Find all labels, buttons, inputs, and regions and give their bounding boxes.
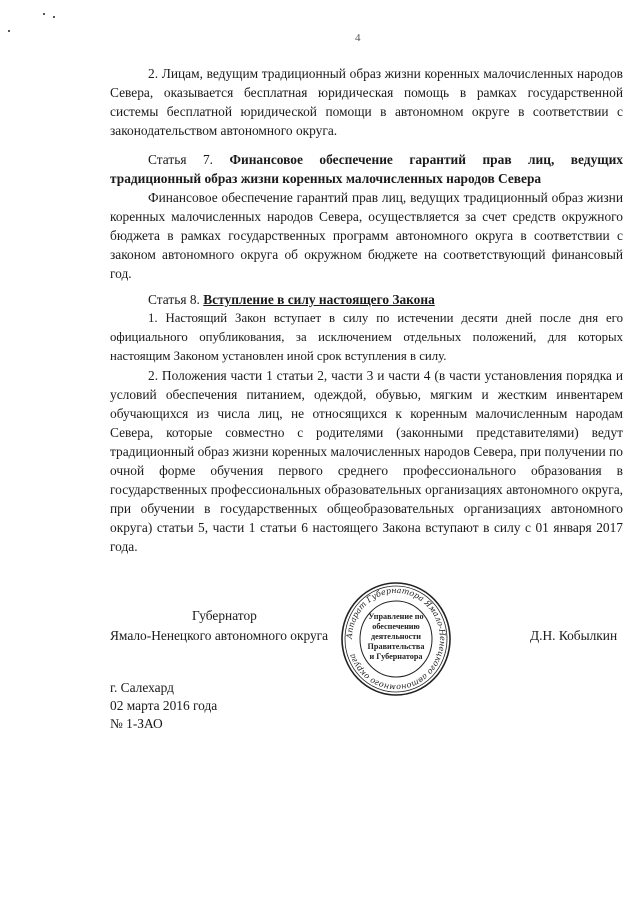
paragraph-text: 2. Положения части 1 статьи 2, части 3 и части 4 (в части установления порядка и условий обеспечения питанием, одеждой, обувью, мягким и жестким инвентарем обучающихся из числа лиц, не относящихся к коренным малочисленным народам Севера, которые совместно с родителями (законными представителями) ведут традиционный образ жизни коренных малочисленных народов Севера, при получении по очной форме обучения первого среднего профессионального образования в государственных профессиональных образовательных организациях автономного округа, при обучении в государственных общеобразовательных организациях автономного округа) статьи 5, части 1 статьи 6 настоящего Закона вступают в силу с 01 января 2017 года. (110, 368, 623, 554)
seal-center-line: деятельности (371, 632, 421, 641)
seal-center-line: и Губернатора (369, 652, 423, 661)
paragraph-text: 2. Лицам, ведущим традиционный образ жизни коренных малочисленных народов Севера, оказывается бесплатная юридическая помощь в рамках государственной системы бесплатной юридической помощи в автономном округе в соответствии с законодательством автономного округа. (110, 66, 623, 138)
seal-center-line: обеспечению (372, 622, 420, 631)
paragraph-text: 1. Настоящий Закон вступает в силу по истечении десяти дней после дня его официального опубликования, за исключением отдельных положений, для которых настоящим Законом установлен иной срок вступления в силу. (110, 311, 623, 363)
article7-heading (110, 150, 623, 188)
article7-label: Статья 7. (148, 152, 214, 167)
signature-title-line2: Ямало-Ненецкого автономного округа (110, 628, 329, 643)
signature-name: Д.Н. Кобылкин (530, 628, 618, 643)
article8-label: Статья 8. (148, 292, 200, 307)
article8-title: Вступление в силу настоящего Закона (203, 292, 435, 307)
page-number: 4 (355, 32, 361, 44)
article8-heading (110, 290, 623, 309)
seal-center-line: Управление по (368, 612, 424, 621)
signature-title-line1: Губернатор (192, 608, 257, 623)
footer-number: № 1-ЗАО (110, 716, 163, 731)
article7-section (110, 150, 623, 283)
paragraph-text: Финансовое обеспечение гарантий прав лиц, ведущих традиционный образ жизни коренных малочисленных народов Севера, осуществляется за счет средств окружного бюджета в рамках государственных программ автономного округа в соответствии с законом автономного округа об окружном бюджете на соответствующий финансовый год. (110, 190, 623, 281)
official-seal (340, 580, 452, 698)
paragraph-article6-part2 (110, 64, 623, 140)
seal-center-line: Правительства (367, 642, 425, 651)
seal-ring-text: Аппарат Губернатора Ямало-Ненецкого автономного округа (344, 585, 448, 693)
scan-speck (8, 30, 10, 32)
article8-section (110, 290, 623, 556)
footer-date: 02 марта 2016 года (110, 698, 218, 713)
scan-speck (43, 13, 45, 15)
footer-city: г. Салехард (110, 680, 174, 695)
scan-speck (53, 16, 55, 18)
seal-center-text (362, 612, 430, 662)
article7-title: Финансовое обеспечение гарантий прав лиц, ведущих традиционный образ жизни коренных малочисленных народов Севера (110, 152, 623, 186)
